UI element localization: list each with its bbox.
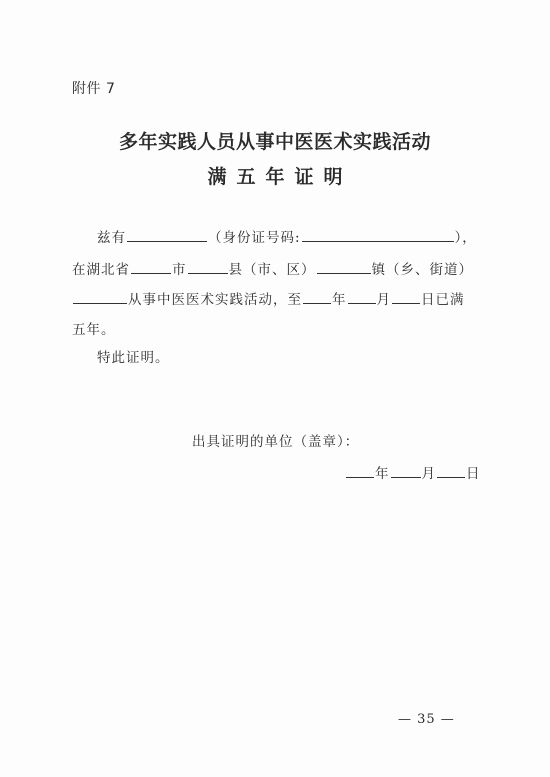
body-line-1 (97, 226, 477, 246)
body-line-5: 特此证明。 (97, 350, 170, 366)
name-blank[interactable] (127, 229, 207, 242)
text-year: 年 (332, 292, 347, 308)
text-id-label: （身份证号码: (208, 230, 301, 246)
body-line-4: 五年。 (72, 322, 116, 338)
issue-day-label: 日 (466, 466, 481, 482)
city-blank[interactable] (131, 261, 171, 274)
text-month: 月 (376, 292, 391, 308)
issue-year-label: 年 (375, 466, 390, 482)
text-city: 市 (172, 262, 187, 278)
document-subtitle: 满五年证明 (207, 166, 353, 188)
body-line-3 (72, 288, 465, 308)
until-year-blank[interactable] (303, 291, 331, 304)
issue-month-label: 月 (421, 466, 436, 482)
text-province: 在湖北省 (72, 262, 130, 278)
until-day-blank[interactable] (392, 291, 420, 304)
county-blank[interactable] (188, 261, 228, 274)
document-title: 多年实践人员从事中医医术实践活动 (118, 131, 431, 153)
issuer-label: 出具证明的单位（盖章）： (192, 434, 360, 450)
text-practice: 从事中医医术实践活动，至 (128, 292, 302, 308)
text-county: 县（市、区） (228, 262, 316, 278)
text-zi-you: 兹有 (97, 230, 126, 246)
page-number: — 35 — (398, 712, 455, 727)
text-town: 镇（乡、街道） (371, 262, 473, 278)
issue-date (345, 462, 481, 482)
issue-day-blank[interactable] (437, 465, 465, 478)
issue-month-blank[interactable] (391, 465, 421, 478)
issue-year-blank[interactable] (346, 465, 374, 478)
town-blank[interactable] (317, 261, 371, 274)
place-blank[interactable] (73, 291, 127, 304)
attachment-label: 附件 7 (72, 81, 116, 97)
body-line-2 (72, 258, 473, 278)
text-day-full: 日已满 (421, 292, 465, 308)
text-close-paren: ）， (454, 230, 477, 246)
until-month-blank[interactable] (348, 291, 376, 304)
id-number-blank[interactable] (302, 229, 454, 242)
